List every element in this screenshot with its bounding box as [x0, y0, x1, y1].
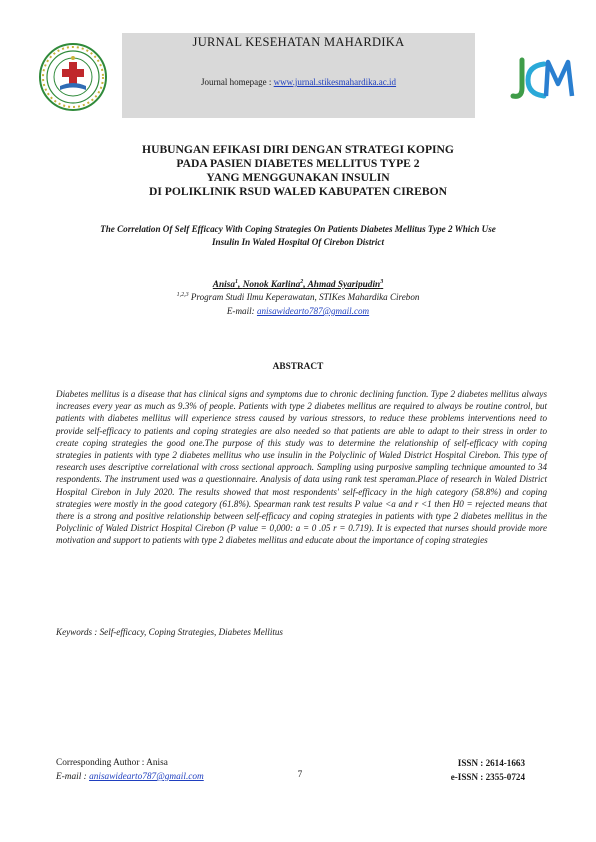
footer-email-label: E-mail : — [56, 772, 90, 782]
keywords: Keywords : Self-efficacy, Coping Strategies, Diabetes Mellitus — [56, 627, 283, 637]
affiliation-marks: 1,2,3 — [176, 292, 189, 298]
abstract-heading: ABSTRACT — [272, 362, 324, 372]
author-affil-mark: 2 — [300, 279, 304, 285]
author-list — [0, 279, 596, 290]
footer-email-line — [56, 770, 204, 784]
institution-seal-logo — [38, 42, 108, 112]
title-line: YANG MENGGUNAKAN INSULIN — [206, 171, 390, 184]
author-name: Anisa — [212, 280, 236, 291]
email-label: E-mail: — [226, 306, 257, 316]
email-link[interactable]: anisawidearto787@gmail.com — [256, 306, 370, 316]
author-separator: , — [238, 280, 243, 291]
footer-issn — [420, 756, 525, 784]
homepage-link[interactable]: www.jurnal.stikesmahardika.ac.id — [273, 77, 397, 87]
jkm-logo — [506, 54, 576, 104]
affiliation-text: Program Studi Ilmu Keperawatan, STIKes Mahardika Cirebon — [188, 292, 420, 303]
footer-corresponding — [56, 756, 204, 784]
journal-name: JURNAL KESEHATAN MAHARDIKA — [192, 35, 405, 49]
title-line: HUBUNGAN EFIKASI DIRI DENGAN STRATEGI KOPING — [142, 143, 454, 156]
author-name: Nonok Karlina — [242, 280, 301, 291]
contact-email — [0, 306, 596, 316]
title-line: PADA PASIEN DIABETES MELLITUS TYPE 2 — [176, 157, 420, 170]
paper-title — [40, 143, 556, 199]
affiliation — [0, 292, 596, 302]
subtitle-line: The Correlation Of Self Efficacy With Coping Strategies On Patients Diabetes Mellitus Type 2 Which Use — [100, 224, 496, 234]
paper-english-title — [30, 223, 566, 249]
abstract-body: Diabetes mellitus is a disease that has clinical signs and symptoms due to chronic declining function. Type 2 diabetes mellitus always increases every year as much as 9.3% of people. Patients with type 2 diabetes mellitus are required to always be routine control, but patients with diabetes mellitus will experience stress caused by various stressors, to reduce these problems interventions need to provide self-efficacy to patients and coping strategies are also needed so that patients are able to adapt to their stress in order to create coping strategies the good one.The purpose of this study was to determine the relationship of self-efficacy with coping strategies in patients with type 2 diabetes mellitus who use insulin in the Polyclinic of Waled District Hospital Cirebon. This type of research uses descriptive correlational with cross sectional approach. Sampling using purposive sampling technique amounted to 34 respondents. The instrument used was a questionnaire. Analysis of data using rank test speraman.Place of research in Waled District Hospital Cirebon in July 2020. The results showed that most respondents' self-efficacy in the high category (58.8%) and coping strategies were mostly in the good category (61.8%). Spearman rank test results P value <a and r <1 then H0 = rejected means that there is a strong and positive relationship between self-efficacy and coping strategies in patients with type 2 diabetes mellitus in the Polyclinic of Waled District Hospital Cirebon (P value = 0,000: a = 0 .05 r = 0.719). It is expected that nurses should provide more motivation and support to patients with type 2 diabetes mellitus and educate about the importance of coping strategies — [56, 389, 547, 546]
footer-email-link[interactable]: anisawidearto787@gmail.com — [89, 772, 204, 782]
issn: ISSN : 2614-1663 — [457, 758, 525, 768]
title-line: DI POLIKLINIK RSUD WALED KABUPATEN CIREBON — [149, 185, 447, 198]
page-number: 7 — [297, 770, 303, 780]
author-separator: , — [303, 280, 308, 291]
journal-header-box — [122, 33, 475, 118]
e-issn: e-ISSN : 2355-0724 — [450, 772, 525, 782]
homepage-label: Journal homepage : — [200, 77, 274, 87]
subtitle-line: Insulin In Waled Hospital Of Cirebon District — [212, 237, 384, 247]
author-name: Ahmad Syaripudin — [307, 280, 381, 291]
author-affil-mark: 3 — [380, 279, 384, 285]
journal-homepage — [122, 77, 475, 87]
author-affil-mark: 1 — [235, 279, 239, 285]
corresponding-author: Corresponding Author : Anisa — [56, 758, 168, 768]
